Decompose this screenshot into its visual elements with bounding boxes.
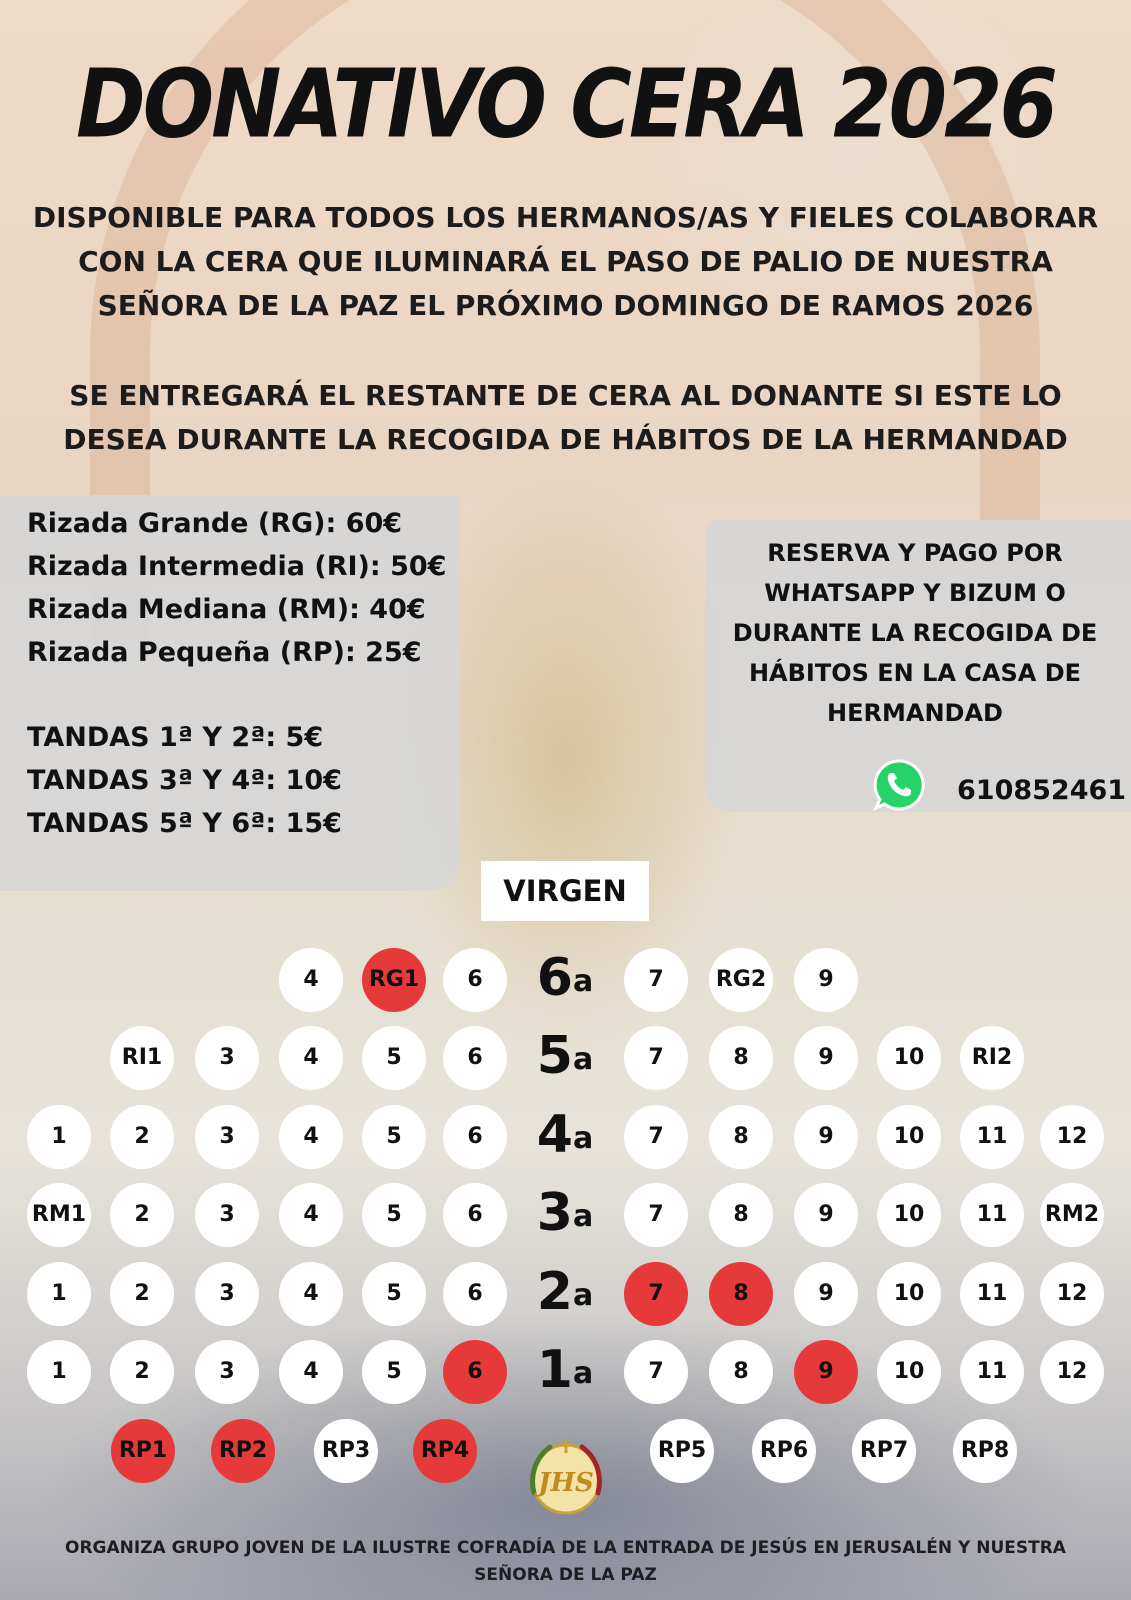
price-rizada-grande: Rizada Grande (RG): 60€ (27, 508, 403, 539)
candle-seat-available[interactable]: 4 (279, 948, 343, 1012)
footer-credit (40, 1535, 1091, 1589)
reserva-line: DURANTE LA RECOGIDA DE (732, 619, 1098, 647)
candle-seat-available[interactable]: 8 (709, 1183, 773, 1247)
tanda-label (515, 1183, 615, 1243)
price-tandas-3-4: TANDAS 3ª Y 4ª: 10€ (27, 765, 342, 796)
tanda-number: 3 (536, 1183, 573, 1243)
candle-seat-available[interactable]: 12 (1040, 1262, 1104, 1326)
reserva-line: WHATSAPP Y BIZUM O (764, 579, 1066, 607)
price-tandas-1-2: TANDAS 1ª Y 2ª: 5€ (27, 722, 324, 753)
candle-seat-available[interactable]: 4 (279, 1183, 343, 1247)
candle-seat-available[interactable]: RI1 (110, 1026, 174, 1090)
price-rizada-intermedia: Rizada Intermedia (RI): 50€ (27, 551, 447, 582)
candle-seat-available[interactable]: 11 (960, 1183, 1024, 1247)
candle-seat-available[interactable]: 3 (195, 1026, 259, 1090)
tanda-ordinal: a (572, 1356, 594, 1391)
candle-seat-available[interactable]: 2 (110, 1105, 174, 1169)
candle-seat-available[interactable]: 6 (443, 1105, 507, 1169)
candle-seat-available[interactable]: 3 (195, 1340, 259, 1404)
tanda-label (515, 1105, 615, 1165)
candle-seat-available[interactable]: 2 (110, 1183, 174, 1247)
candle-seat-available[interactable]: 7 (624, 1026, 688, 1090)
candle-seat-available[interactable]: 11 (960, 1262, 1024, 1326)
tanda-ordinal: a (572, 1278, 594, 1313)
candle-seat-rp-reserved[interactable]: RP1 (111, 1419, 175, 1483)
candle-seat-rp-available[interactable]: RP3 (314, 1419, 378, 1483)
candle-seat-rp-available[interactable]: RP5 (650, 1419, 714, 1483)
intro-line: SE ENTREGARÁ EL RESTANTE DE CERA AL DONANTE SI ESTE LO (69, 379, 1062, 412)
price-rizada-mediana: Rizada Mediana (RM): 40€ (27, 594, 426, 625)
candle-seat-available[interactable]: 10 (877, 1183, 941, 1247)
poster-title: DONATIVO CERA 2026 (76, 49, 1055, 159)
candle-seat-available[interactable]: RM1 (27, 1183, 91, 1247)
candle-seat-available[interactable]: 3 (195, 1105, 259, 1169)
candle-seat-available[interactable]: 10 (877, 1026, 941, 1090)
candle-seat-reserved[interactable]: 7 (624, 1262, 688, 1326)
candle-seat-available[interactable]: RG2 (709, 948, 773, 1012)
candle-seat-available[interactable]: 9 (794, 1262, 858, 1326)
intro-line: DISPONIBLE PARA TODOS LOS HERMANOS/AS Y FIELES COLABORAR (32, 201, 1099, 234)
intro-paragraph (15, 196, 1116, 328)
tanda-ordinal: a (572, 964, 594, 999)
candle-seat-available[interactable]: 4 (279, 1340, 343, 1404)
candle-seat-available[interactable]: 12 (1040, 1340, 1104, 1404)
candle-seat-available[interactable]: 9 (794, 1183, 858, 1247)
candle-seat-available[interactable]: RI2 (960, 1026, 1024, 1090)
candle-seat-rp-available[interactable]: RP7 (852, 1419, 916, 1483)
intro-line: SEÑORA DE LA PAZ EL PRÓXIMO DOMINGO DE RAMOS 2026 (97, 289, 1034, 322)
tanda-number: 5 (536, 1026, 573, 1086)
candle-seat-available[interactable]: 3 (195, 1262, 259, 1326)
tanda-label (515, 1340, 615, 1400)
tanda-label (515, 1026, 615, 1086)
candle-seat-available[interactable]: 8 (709, 1340, 773, 1404)
candle-seat-available[interactable]: 6 (443, 948, 507, 1012)
candle-seat-available[interactable]: 10 (877, 1340, 941, 1404)
candle-seat-available[interactable]: 7 (624, 1340, 688, 1404)
tanda-number: 1 (536, 1340, 573, 1400)
candle-seat-available[interactable]: 7 (624, 1183, 688, 1247)
intro-line: DESEA DURANTE LA RECOGIDA DE HÁBITOS DE LA HERMANDAD (63, 423, 1068, 456)
candle-seat-available[interactable]: 4 (279, 1262, 343, 1326)
virgen-label: VIRGEN (481, 861, 649, 921)
candle-seat-available[interactable]: 5 (362, 1262, 426, 1326)
candle-seat-available[interactable]: 2 (110, 1340, 174, 1404)
svg-text:JHS: JHS (538, 1468, 594, 1498)
tanda-label (515, 948, 615, 1008)
candle-seat-available[interactable]: 6 (443, 1183, 507, 1247)
candle-seat-available[interactable]: 5 (362, 1340, 426, 1404)
candle-seat-reserved[interactable]: 9 (794, 1340, 858, 1404)
candle-seat-available[interactable]: 4 (279, 1105, 343, 1169)
candle-seat-available[interactable]: 1 (27, 1340, 91, 1404)
candle-seat-available[interactable]: 11 (960, 1105, 1024, 1169)
candle-seat-available[interactable]: 5 (362, 1026, 426, 1090)
candle-seat-rp-available[interactable]: RP6 (752, 1419, 816, 1483)
tanda-ordinal: a (572, 1042, 594, 1077)
candle-seat-available[interactable]: RM2 (1040, 1183, 1104, 1247)
whatsapp-icon (872, 758, 926, 812)
reserva-line: HERMANDAD (827, 699, 1003, 727)
candle-seat-available[interactable]: 7 (624, 1105, 688, 1169)
candle-seat-available[interactable]: 1 (27, 1262, 91, 1326)
footer-line: ORGANIZA GRUPO JOVEN DE LA ILUSTRE COFRADÍA DE LA ENTRADA DE JESÚS EN JERUSALÉN Y NUESTRA (65, 1538, 1066, 1558)
candle-seat-available[interactable]: 5 (362, 1183, 426, 1247)
candle-seat-available[interactable]: 9 (794, 948, 858, 1012)
candle-seat-available[interactable]: 2 (110, 1262, 174, 1326)
candle-seat-reserved[interactable]: 6 (443, 1340, 507, 1404)
candle-seat-reserved[interactable]: 8 (709, 1262, 773, 1326)
candle-seat-reserved[interactable]: RG1 (362, 948, 426, 1012)
candle-seat-rp-reserved[interactable]: RP4 (413, 1419, 477, 1483)
jhs-emblem-icon (520, 1433, 612, 1525)
tanda-number: 6 (536, 948, 573, 1008)
candle-seat-rp-available[interactable]: RP8 (953, 1419, 1017, 1483)
tanda-number: 4 (536, 1105, 573, 1165)
candle-seat-available[interactable]: 6 (443, 1262, 507, 1326)
candle-seat-rp-reserved[interactable]: RP2 (211, 1419, 275, 1483)
price-rizada-pequena: Rizada Pequeña (RP): 25€ (27, 637, 422, 668)
candle-seat-available[interactable]: 3 (195, 1183, 259, 1247)
candle-seat-available[interactable]: 10 (877, 1105, 941, 1169)
intro-line: CON LA CERA QUE ILUMINARÁ EL PASO DE PALIO DE NUESTRA (78, 245, 1053, 278)
tanda-ordinal: a (572, 1199, 594, 1234)
candle-seat-available[interactable]: 5 (362, 1105, 426, 1169)
candle-seat-available[interactable]: 6 (443, 1026, 507, 1090)
candle-seat-available[interactable]: 1 (27, 1105, 91, 1169)
tanda-label (515, 1262, 615, 1322)
candle-seat-available[interactable]: 9 (794, 1026, 858, 1090)
candle-seat-available[interactable]: 11 (960, 1340, 1024, 1404)
tanda-ordinal: a (572, 1121, 594, 1156)
price-tandas-5-6: TANDAS 5ª Y 6ª: 15€ (27, 808, 342, 839)
reserva-line: RESERVA Y PAGO POR (767, 539, 1063, 567)
tanda-number: 2 (536, 1262, 573, 1322)
candle-seat-available[interactable]: 8 (709, 1105, 773, 1169)
delivery-paragraph (15, 374, 1116, 462)
reserva-line: HÁBITOS EN LA CASA DE (748, 659, 1082, 687)
candle-seat-available[interactable]: 4 (279, 1026, 343, 1090)
candle-seat-available[interactable]: 9 (794, 1105, 858, 1169)
reserva-text (712, 533, 1118, 733)
candle-seat-available[interactable]: 7 (624, 948, 688, 1012)
candle-seat-available[interactable]: 8 (709, 1026, 773, 1090)
footer-line: SEÑORA DE LA PAZ (474, 1565, 657, 1585)
candle-seat-available[interactable]: 12 (1040, 1105, 1104, 1169)
candle-seat-available[interactable]: 10 (877, 1262, 941, 1326)
phone-number[interactable]: 610852461 (957, 775, 1127, 806)
